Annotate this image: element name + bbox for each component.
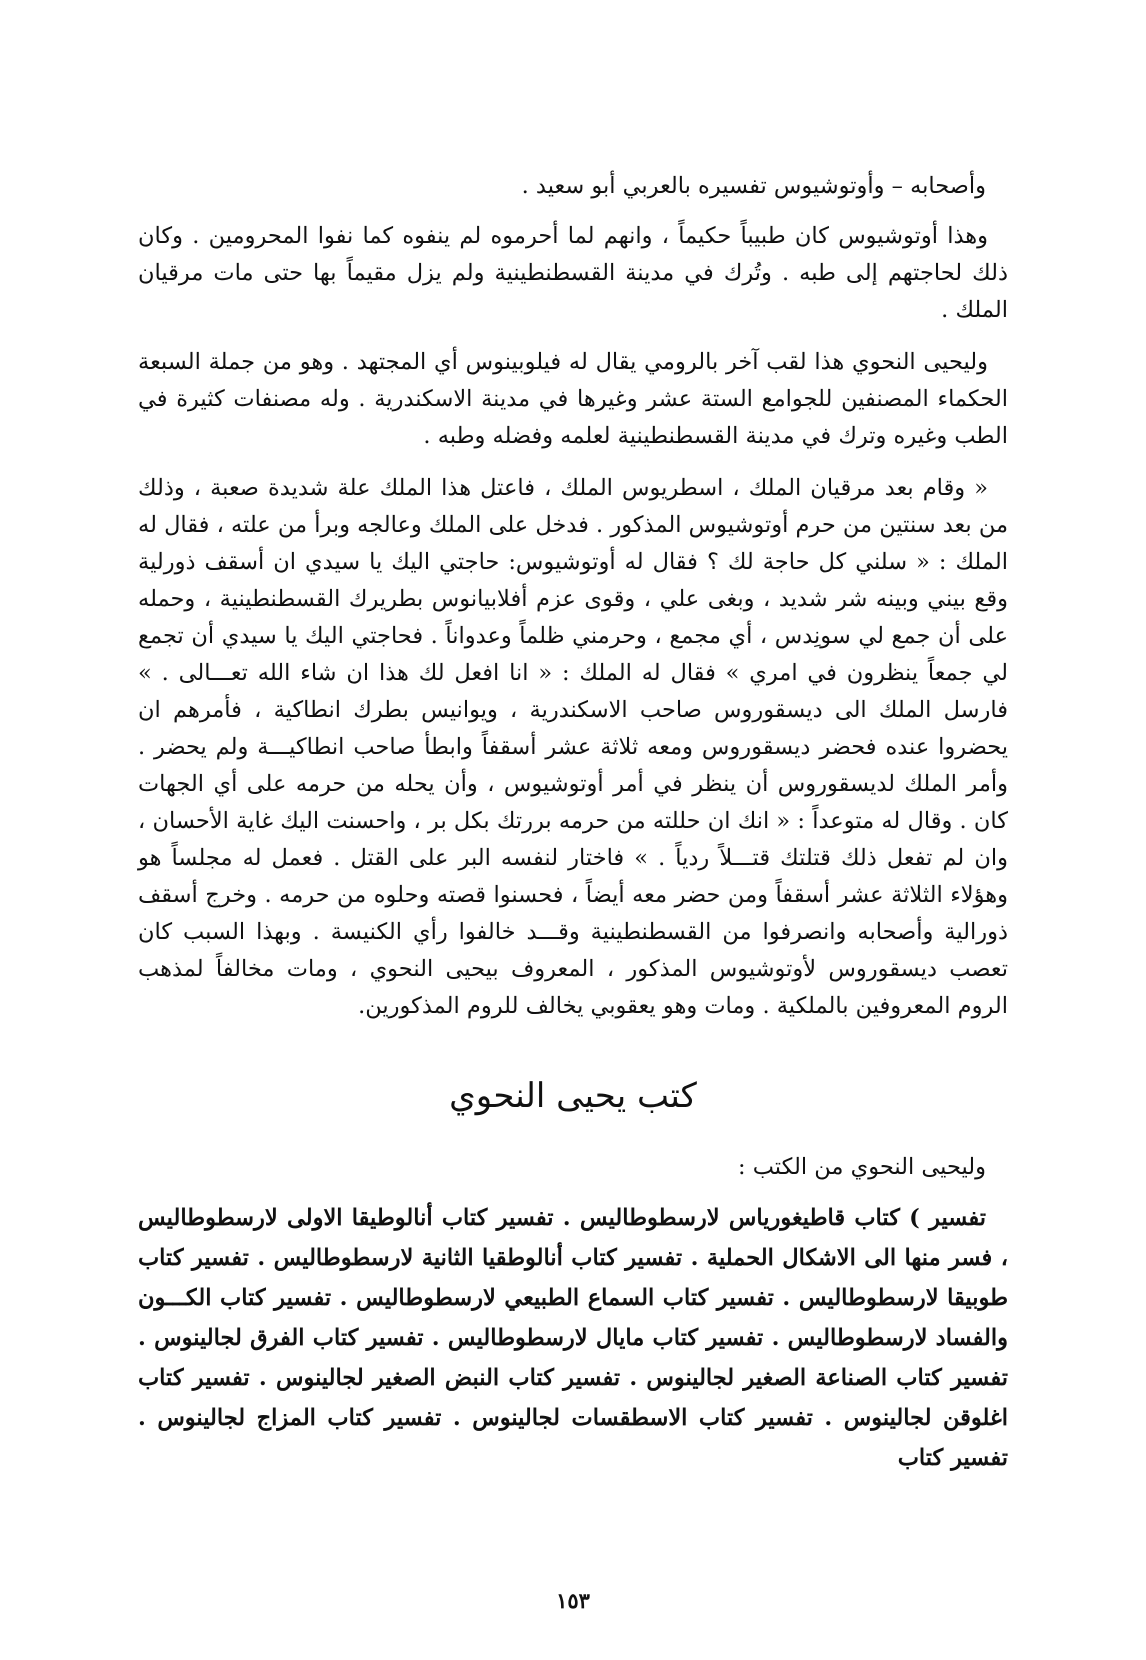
paragraph-opening-line: وأصحابه – وأوتوشيوس تفسيره بالعربي أبو سعيد . (521, 173, 986, 199)
page-content (138, 168, 1008, 1478)
books-list: تفسير ) كتاب قاطيغورياس لارسطوطاليس . تفسير كتاب أنالوطيقا الاولى لارسطوطاليس ، فسر منها الى الاشكال الحملية . تفسير كتاب أنالوطقيا الثانية لارسطوطاليس . تفسير كتاب طوبيقا لارسطوطاليس . تفسير كتاب السماع الطبيعي لارسطوطاليس . تفسير كتاب الكـــون والفساد لارسطوطاليس . تفسير كتاب مايال لارسطوطاليس . تفسير كتاب الفرق لجالينوس . تفسير كتاب الصناعة الصغير لجالينوس . تفسير كتاب النبض الصغير لجالينوس . تفسير كتاب اغلوقن لجالينوس . تفسير كتاب الاسطقسات لجالينوس . تفسير كتاب المزاج لجالينوس . تفسير كتاب (138, 1205, 1008, 1471)
section-heading-books: كتب يحيى النحوي (449, 1076, 697, 1116)
books-intro: وليحيى النحوي من الكتب : (737, 1154, 986, 1180)
paragraph-autoshius-physician: وهذا أوتوشيوس كان طبيباً حكيماً ، وانهم لما أحرموه لم ينفوه كما نفوا المحرومين . وكان ذلك لحاجتهم إلى طبه . وتُرك في مدينة القسطنطينية ولم يزل مقيماً بها حتى مات مرقيان الملك . (138, 223, 1008, 323)
page-number: ١٥٣ (556, 1588, 590, 1613)
paragraph-philoponus: وليحيى النحوي هذا لقب آخر بالرومي يقال له فيلوبينوس أي المجتهد . وهو من جملة السبعة الحكماء المصنفين للجوامع الستة عشر وغيرها في مدينة الاسكندرية . وله مصنفات كثيرة في الطب وغيره وترك في مدينة القسطنطينية لعلمه وفضله وطبه . (138, 349, 1008, 449)
paragraph-story-of-king: « وقام بعد مرقيان الملك ، اسطريوس الملك ، فاعتل هذا الملك علة شديدة صعبة ، وذلك من بعد سنتين من حرم أوتوشيوس المذكور . فدخل على الملك وعالجه وبرأ من علته ، فقال له الملك : « سلني كل حاجة لك ؟ فقال له أوتوشيوس: حاجتي اليك يا سيدي ان أسقف ذورلية وقع بيني وبينه شر شديد ، وبغى علي ، وقوى عزم أفلابيانوس بطريرك القسطنطينية ، وحمله على أن جمع لي سونِدس ، أي مجمع ، وحرمني ظلماً وعدواناً . فحاجتي اليك يا سيدي أن تجمع لي جمعاً ينظرون في امري » فقال له الملك : « انا افعل لك هذا ان شاء الله تعـــالى . » فارسل الملك الى ديسقوروس صاحب الاسكندرية ، ويوانيس بطرك انطاكية ، فأمرهم ان يحضروا عنده فحضر ديسقوروس ومعه ثلاثة عشر أسقفاً وابطأ صاحب انطاكيـــة ولم يحضر . وأمر الملك لديسقوروس أن ينظر في أمر أوتوشيوس ، وأن يحله من حرمه على أي الجهات كان . وقال له متوعداً : « انك ان حللته من حرمه بررتك بكل بر ، واحسنت اليك غاية الأحسان ، وان لم تفعل ذلك قتلتك قتـــلاً ردياً . » فاختار لنفسه البر على القتل . فعمل له مجلساً هو وهؤلاء الثلاثة عشر أسقفاً ومن حضر معه أيضاً ، فحسنوا قصته وحلوه من حرمه . وخرج أسقف ذورالية وأصحابه وانصرفوا من القسطنطينية وقـــد خالفوا رأي الكنيسة . وبهذا السبب كان تعصب ديسقوروس لأوتوشيوس المذكور ، المعروف بيحيى النحوي ، ومات مخالفاً لمذهب الروم المعروفين بالملكية . ومات وهو يعقوبي يخالف للروم المذكورين. (138, 475, 1008, 1019)
